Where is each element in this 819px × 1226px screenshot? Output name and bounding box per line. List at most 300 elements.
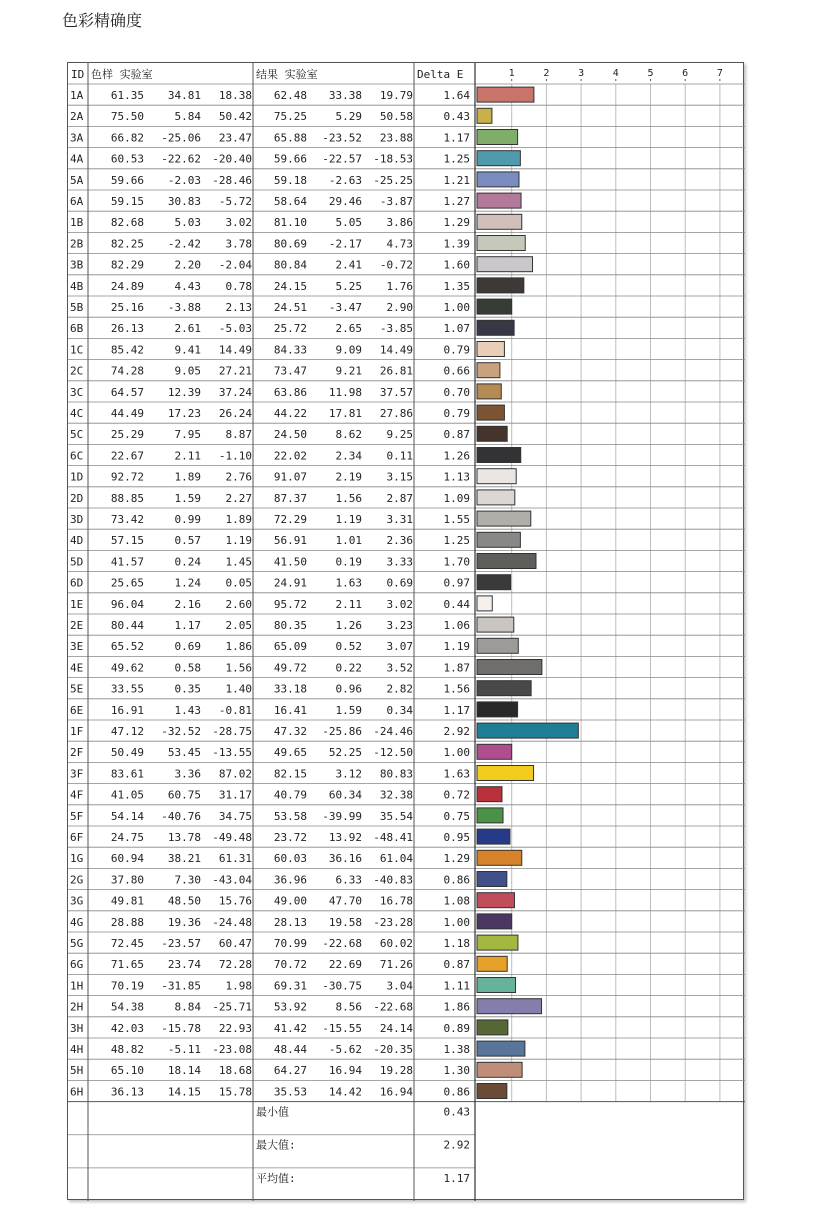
sample-lab-value: 1.40 [225, 682, 252, 696]
sample-lab-value: 2.13 [225, 301, 252, 314]
delta-e-value: 0.79 [443, 407, 470, 420]
sample-lab-value: 1.89 [174, 470, 201, 484]
delta-e-bar [477, 532, 520, 547]
result-lab-value: -20.35 [373, 1043, 413, 1056]
result-lab-value: 1.56 [335, 491, 362, 505]
result-lab-value: 0.69 [386, 576, 413, 590]
row-id: 2A [70, 110, 84, 124]
result-lab-value: 4.73 [386, 237, 413, 251]
result-lab-value: -39.99 [322, 809, 362, 823]
sample-lab-value: 12.39 [167, 385, 201, 399]
sample-lab-value: 0.99 [174, 513, 201, 526]
result-lab-value: 36.96 [273, 873, 307, 887]
delta-e-bar [477, 214, 522, 229]
sample-lab-value: 61.35 [110, 89, 144, 102]
delta-e-bar [477, 681, 531, 696]
delta-e-value: 1.29 [443, 216, 470, 230]
row-id: 1B [70, 216, 84, 230]
row-id: 2C [70, 364, 84, 378]
row-id: 4G [70, 915, 84, 929]
result-lab-value: 1.63 [335, 576, 362, 590]
delta-e-bar [477, 660, 542, 675]
result-lab-value: -22.68 [373, 1000, 413, 1014]
result-lab-value: 73.47 [273, 364, 307, 378]
result-lab-value: 0.34 [386, 703, 413, 717]
sample-lab-value: 60.94 [110, 852, 144, 866]
row-id: 3C [70, 385, 84, 399]
sample-lab-value: 8.87 [225, 428, 252, 442]
sample-lab-value: 18.38 [218, 89, 252, 102]
sample-lab-value: 30.83 [167, 195, 201, 208]
result-lab-value: 3.12 [335, 767, 362, 781]
result-lab-value: 63.86 [273, 385, 307, 399]
row-id: 6C [70, 449, 84, 463]
sample-lab-value: 2.11 [174, 449, 201, 463]
sample-lab-value: 26.13 [110, 322, 144, 336]
sample-lab-value: 7.95 [174, 428, 201, 442]
delta-e-bar [477, 999, 542, 1014]
delta-e-value: 1.56 [443, 682, 470, 696]
sample-lab-value: 59.15 [110, 195, 144, 208]
sample-lab-value: 72.45 [110, 937, 144, 950]
delta-e-value: 0.86 [443, 1085, 470, 1099]
delta-e-value: 1.09 [443, 491, 470, 505]
result-lab-value: 3.52 [386, 661, 413, 675]
sample-lab-value: 0.35 [174, 682, 201, 696]
result-lab-value: -2.17 [328, 237, 362, 251]
result-lab-value: 2.19 [335, 470, 362, 484]
sample-lab-value: 54.38 [110, 1000, 144, 1014]
sample-lab-value: 92.72 [110, 470, 144, 484]
result-lab-value: 24.51 [273, 301, 307, 314]
delta-e-bar [477, 299, 512, 314]
sample-lab-value: -25.06 [161, 131, 201, 145]
axis-tick-label: 3 [578, 68, 585, 79]
result-lab-value: 60.02 [379, 937, 413, 950]
delta-e-bar [477, 787, 502, 802]
delta-e-bar [477, 511, 531, 526]
sample-lab-value: 65.10 [110, 1064, 144, 1078]
header-delta-e: Delta E [417, 68, 464, 81]
result-lab-value: 2.34 [335, 449, 362, 463]
sample-lab-value: 3.02 [225, 216, 252, 230]
sample-lab-value: 38.21 [167, 852, 201, 866]
delta-e-value: 2.92 [443, 725, 470, 738]
delta-e-bar [477, 151, 520, 166]
sample-lab-value: -20.40 [212, 152, 252, 166]
row-id: 5H [70, 1064, 84, 1078]
result-lab-value: 80.69 [273, 237, 307, 251]
sample-lab-value: 15.78 [218, 1085, 252, 1099]
delta-e-value: 0.43 [443, 110, 470, 124]
sample-lab-value: 27.21 [218, 364, 252, 378]
result-lab-value: -25.86 [322, 725, 362, 738]
delta-e-value: 1.86 [443, 1000, 470, 1014]
header-id: ID [71, 68, 85, 81]
result-lab-value: 17.81 [328, 407, 362, 420]
result-lab-value: 5.05 [335, 216, 362, 230]
delta-e-value: 0.89 [443, 1021, 470, 1035]
sample-lab-value: -31.85 [161, 979, 201, 993]
row-id: 3E [70, 640, 84, 654]
row-id: 3D [70, 513, 84, 526]
sample-lab-value: 48.82 [110, 1043, 144, 1056]
delta-e-value: 0.95 [443, 831, 470, 844]
row-id: 3H [70, 1021, 84, 1035]
delta-e-value: 1.21 [443, 173, 470, 187]
result-lab-value: 16.41 [273, 703, 307, 717]
result-lab-value: -40.83 [373, 873, 413, 887]
delta-e-value: 0.79 [443, 343, 470, 357]
result-lab-value: 61.04 [379, 852, 413, 866]
delta-e-value: 1.17 [443, 703, 470, 717]
result-lab-value: 3.15 [386, 470, 413, 484]
result-lab-value: 49.72 [273, 661, 307, 675]
row-id: 4E [70, 661, 84, 675]
sample-lab-value: 72.28 [218, 958, 252, 972]
delta-e-bar [477, 193, 521, 208]
delta-e-value: 1.60 [443, 258, 470, 272]
sample-lab-value: 14.15 [167, 1085, 201, 1099]
sample-lab-value: 88.85 [110, 491, 144, 505]
delta-e-bar [477, 914, 512, 929]
result-lab-value: 1.01 [335, 534, 362, 548]
delta-e-bar [477, 320, 514, 335]
row-id: 4C [70, 407, 84, 420]
sample-lab-value: 66.82 [110, 131, 144, 145]
sample-lab-value: -5.03 [218, 322, 252, 336]
sample-lab-value: 1.98 [225, 979, 252, 993]
result-lab-value: 19.28 [379, 1064, 413, 1078]
sample-lab-value: 22.93 [218, 1021, 252, 1035]
row-id: 6H [70, 1085, 84, 1099]
result-lab-value: 27.86 [379, 407, 413, 420]
result-lab-value: 2.90 [386, 301, 413, 314]
result-lab-value: 3.86 [386, 216, 413, 230]
delta-e-value: 1.30 [443, 1064, 470, 1078]
row-id: 2E [70, 619, 84, 632]
sample-lab-value: -3.88 [167, 301, 201, 314]
sample-lab-value: 23.47 [218, 131, 252, 145]
sample-lab-value: 2.05 [225, 619, 252, 632]
delta-e-bar [477, 850, 522, 865]
sample-lab-value: 41.05 [110, 788, 144, 802]
delta-e-value: 1.11 [443, 979, 470, 993]
sample-lab-value: 59.66 [110, 173, 144, 187]
result-lab-value: 69.31 [273, 979, 307, 993]
delta-e-bar [477, 469, 516, 484]
result-lab-value: 6.33 [335, 873, 362, 887]
result-lab-value: 41.50 [273, 555, 307, 569]
sample-lab-value: 26.24 [218, 407, 252, 420]
sample-lab-value: 36.13 [110, 1085, 144, 1099]
delta-e-bar [477, 596, 492, 611]
sample-lab-value: 60.47 [218, 937, 252, 950]
result-lab-value: -0.72 [379, 258, 413, 272]
row-id: 3F [70, 767, 84, 781]
result-lab-value: 16.94 [379, 1085, 413, 1099]
sample-lab-value: 0.78 [225, 279, 252, 293]
delta-e-bar [477, 935, 518, 950]
delta-e-bar [477, 723, 578, 738]
sample-lab-value: 48.50 [167, 894, 201, 908]
result-lab-value: 11.98 [328, 385, 362, 399]
row-id: 6G [70, 958, 84, 972]
result-lab-value: 19.79 [379, 89, 413, 102]
sample-lab-value: 50.42 [218, 110, 252, 124]
result-lab-value: 58.64 [273, 195, 307, 208]
row-id: 1H [70, 979, 84, 993]
sample-lab-value: 13.78 [167, 831, 201, 844]
result-lab-value: 24.91 [273, 576, 307, 590]
row-id: 5A [70, 173, 84, 187]
delta-e-bar [477, 108, 492, 123]
result-lab-value: 1.59 [335, 703, 362, 717]
result-lab-value: -2.63 [328, 173, 362, 187]
sample-lab-value: 9.41 [174, 343, 201, 357]
sample-lab-value: 1.17 [174, 619, 201, 632]
sample-lab-value: 0.05 [225, 576, 252, 590]
sample-lab-value: 18.68 [218, 1064, 252, 1078]
result-lab-value: 64.27 [273, 1064, 307, 1078]
result-lab-value: 80.84 [273, 258, 307, 272]
delta-e-value: 1.63 [443, 767, 470, 781]
sample-lab-value: 64.57 [110, 385, 144, 399]
result-lab-value: 44.22 [273, 407, 307, 420]
summary-value: 2.92 [443, 1138, 470, 1152]
result-lab-value: 23.72 [273, 831, 307, 844]
result-lab-value: 3.07 [386, 640, 413, 654]
result-lab-value: 9.25 [386, 428, 413, 442]
result-lab-value: -5.62 [328, 1043, 362, 1056]
result-lab-value: 36.16 [328, 852, 362, 866]
color-accuracy-grid [68, 63, 745, 1201]
delta-e-bar [477, 1062, 522, 1077]
delta-e-value: 1.25 [443, 152, 470, 166]
delta-e-bar [477, 808, 503, 823]
result-lab-value: 14.42 [328, 1085, 362, 1099]
sample-lab-value: 1.56 [225, 661, 252, 675]
row-id: 2G [70, 873, 84, 887]
row-id: 3B [70, 258, 84, 272]
delta-e-bar [477, 575, 511, 590]
row-id: 5B [70, 301, 84, 314]
delta-e-value: 1.00 [443, 746, 470, 760]
result-lab-value: 47.70 [328, 894, 362, 908]
delta-e-bar [477, 130, 518, 145]
delta-e-value: 0.87 [443, 958, 470, 972]
row-id: 3G [70, 894, 84, 908]
result-lab-value: 3.04 [386, 979, 413, 993]
delta-e-bar [477, 405, 504, 420]
result-lab-value: 56.91 [273, 534, 307, 548]
delta-e-value: 1.55 [443, 513, 470, 526]
sample-lab-value: 37.24 [218, 385, 252, 399]
delta-e-bar [477, 978, 516, 993]
result-lab-value: 22.69 [328, 958, 362, 972]
row-id: 5C [70, 428, 84, 442]
delta-e-value: 1.00 [443, 915, 470, 929]
summary-label: 平均值: [256, 1171, 296, 1185]
result-lab-value: -23.28 [373, 915, 413, 929]
result-lab-value: 33.38 [328, 89, 362, 102]
axis-tick-label: 5 [647, 68, 654, 79]
sample-lab-value: -28.46 [212, 173, 252, 187]
result-lab-value: 0.11 [386, 449, 413, 463]
sample-lab-value: 70.19 [110, 979, 144, 993]
result-lab-value: 95.72 [273, 597, 307, 611]
result-lab-value: 3.33 [386, 555, 413, 569]
sample-lab-value: 0.58 [174, 661, 201, 675]
sample-lab-value: -49.48 [212, 831, 252, 844]
result-lab-value: 0.19 [335, 555, 362, 569]
result-lab-value: 3.02 [386, 597, 413, 611]
axis-tick-label: 7 [716, 68, 723, 79]
delta-e-bar [477, 87, 534, 102]
header-sample-lab: 色样 实验室 [91, 68, 153, 81]
result-lab-value: 0.52 [335, 640, 362, 654]
sample-lab-value: -2.03 [167, 173, 201, 187]
sample-lab-value: 1.19 [225, 534, 252, 548]
result-lab-value: 60.34 [328, 788, 362, 802]
delta-e-bar [477, 829, 510, 844]
result-lab-value: 16.78 [379, 894, 413, 908]
delta-e-bar [477, 342, 504, 357]
result-lab-value: 59.18 [273, 173, 307, 187]
sample-lab-value: -1.10 [218, 449, 252, 463]
axis-tick-label: 1 [508, 68, 515, 79]
sample-lab-value: 50.49 [110, 746, 144, 760]
sample-lab-value: 96.04 [110, 597, 144, 611]
result-lab-value: 1.76 [386, 279, 413, 293]
sample-lab-value: 24.89 [110, 279, 144, 293]
delta-e-value: 1.17 [443, 131, 470, 145]
sample-lab-value: 42.03 [110, 1021, 144, 1035]
result-lab-value: 5.29 [335, 110, 362, 124]
sample-lab-value: 85.42 [110, 343, 144, 357]
result-lab-value: 62.48 [273, 89, 307, 102]
sample-lab-value: 25.29 [110, 428, 144, 442]
sample-lab-value: 65.52 [110, 640, 144, 654]
sample-lab-value: 17.23 [167, 407, 201, 420]
row-id: 5G [70, 937, 84, 950]
summary-value: 1.17 [443, 1171, 470, 1185]
sample-lab-value: 3.78 [225, 237, 252, 251]
row-id: 1A [70, 89, 84, 102]
sample-lab-value: 0.57 [174, 534, 201, 548]
sample-lab-value: 61.31 [218, 852, 252, 866]
sample-lab-value: 5.03 [174, 216, 201, 230]
delta-e-value: 1.25 [443, 534, 470, 548]
result-lab-value: 28.13 [273, 915, 307, 929]
result-lab-value: 24.15 [273, 279, 307, 293]
sample-lab-value: 2.60 [225, 597, 252, 611]
sample-lab-value: 44.49 [110, 407, 144, 420]
result-lab-value: 71.26 [379, 958, 413, 972]
sample-lab-value: 16.91 [110, 703, 144, 717]
result-lab-value: 35.54 [379, 809, 413, 823]
result-lab-value: 59.66 [273, 152, 307, 166]
delta-e-bar [477, 384, 501, 399]
result-lab-value: -23.52 [322, 131, 362, 145]
result-lab-value: 2.36 [386, 534, 413, 548]
delta-e-bar [477, 956, 507, 971]
row-id: 6B [70, 322, 84, 336]
delta-e-value: 0.86 [443, 873, 470, 887]
delta-e-bar [477, 257, 533, 272]
delta-e-bar [477, 702, 518, 717]
delta-e-value: 1.29 [443, 852, 470, 866]
delta-e-bar [477, 554, 536, 569]
sample-lab-value: 14.49 [218, 343, 252, 357]
delta-e-bar [477, 278, 524, 293]
delta-e-bar [477, 638, 518, 653]
delta-e-bar [477, 1041, 525, 1056]
result-lab-value: 3.31 [386, 513, 413, 526]
sample-lab-value: -5.11 [167, 1043, 201, 1056]
delta-e-bar [477, 872, 507, 887]
sample-lab-value: 19.36 [167, 915, 201, 929]
row-id: 2H [70, 1000, 84, 1014]
sample-lab-value: 82.25 [110, 237, 144, 251]
axis-tick-label: 4 [612, 68, 619, 79]
result-lab-value: 70.72 [273, 958, 307, 972]
result-lab-value: 2.65 [335, 322, 362, 336]
result-lab-value: -24.46 [373, 725, 413, 738]
delta-e-value: 0.72 [443, 788, 470, 802]
row-id: 4B [70, 279, 84, 293]
sample-lab-value: 34.75 [218, 809, 252, 823]
sample-lab-value: 2.61 [174, 322, 201, 336]
delta-e-value: 0.97 [443, 576, 470, 590]
row-id: 6F [70, 831, 84, 844]
delta-e-value: 1.87 [443, 661, 470, 675]
result-lab-value: 91.07 [273, 470, 307, 484]
delta-e-value: 1.13 [443, 470, 470, 484]
sample-lab-value: -28.75 [212, 725, 252, 738]
row-id: 5D [70, 555, 84, 569]
sample-lab-value: -23.08 [212, 1043, 252, 1056]
sample-lab-value: -13.55 [212, 746, 252, 760]
result-lab-value: -12.50 [373, 746, 413, 760]
result-lab-value: 75.25 [273, 110, 307, 124]
result-lab-value: 5.25 [335, 279, 362, 293]
row-id: 1F [70, 725, 84, 738]
sample-lab-value: 0.24 [174, 555, 201, 569]
sample-lab-value: 2.16 [174, 597, 201, 611]
sample-lab-value: 80.44 [110, 619, 144, 632]
row-id: 6D [70, 576, 84, 590]
sample-lab-value: 54.14 [110, 809, 144, 823]
result-lab-value: -25.25 [373, 173, 413, 187]
row-id: 6E [70, 703, 84, 717]
delta-e-value: 1.70 [443, 555, 470, 569]
sample-lab-value: 31.17 [218, 788, 252, 802]
result-lab-value: -48.41 [373, 831, 413, 844]
row-id: 6A [70, 195, 84, 208]
sample-lab-value: -32.52 [161, 725, 201, 738]
result-lab-value: 22.02 [273, 449, 307, 463]
row-id: 1D [70, 470, 84, 484]
sample-lab-value: 2.76 [225, 470, 252, 484]
sample-lab-value: 9.05 [174, 364, 201, 378]
result-lab-value: 25.72 [273, 322, 307, 336]
sample-lab-value: 2.27 [225, 491, 252, 505]
result-lab-value: 2.11 [335, 597, 362, 611]
result-lab-value: 24.14 [379, 1021, 413, 1035]
result-lab-value: 3.23 [386, 619, 413, 632]
row-id: 5F [70, 809, 84, 823]
